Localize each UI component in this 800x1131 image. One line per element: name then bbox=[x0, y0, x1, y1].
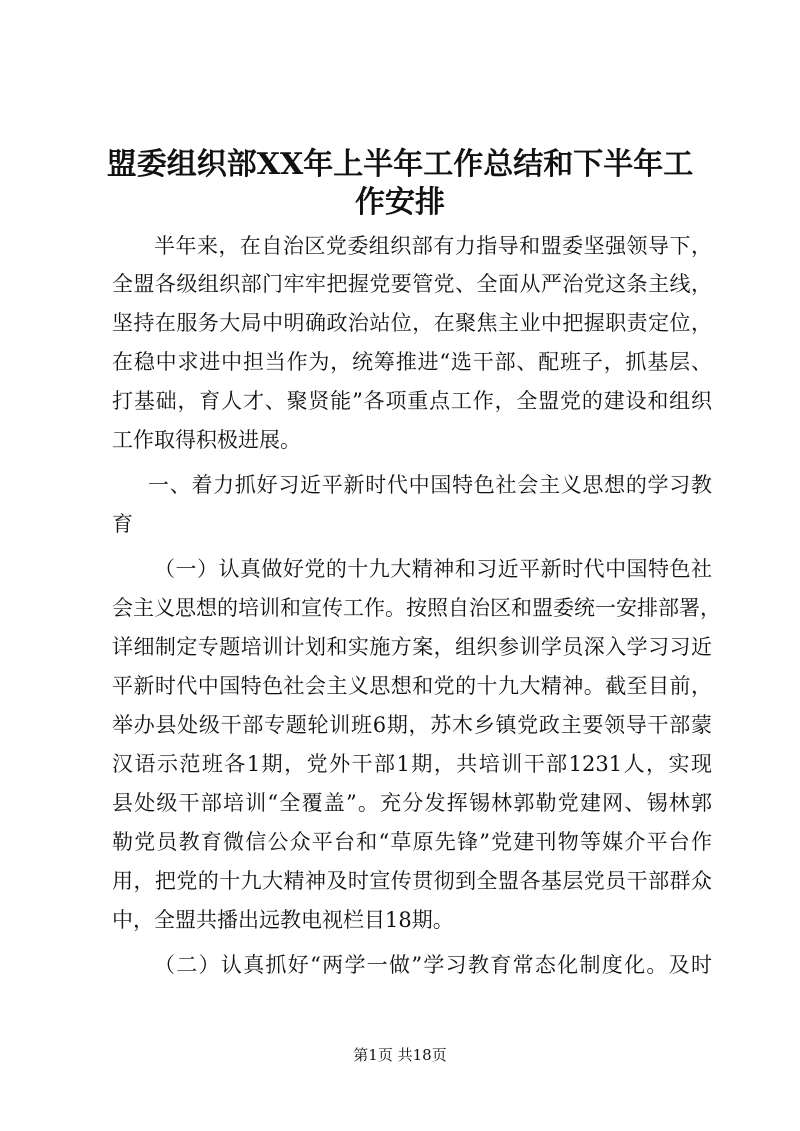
section-heading-line: 一、着力抓好习近平新时代中国特色社会主义思想的学习教 bbox=[148, 473, 712, 497]
paragraph-line: 工作取得积极进展。 bbox=[112, 428, 301, 452]
document-title-line-2: 作安排 bbox=[355, 185, 445, 220]
paragraph-line: 中，全盟共播出远教电视栏目18期。 bbox=[112, 908, 454, 932]
paragraph-line: 全盟各级组织部门牢牢把握党要管党、全面从严治党这条主线， bbox=[112, 272, 712, 296]
paragraph-line: 汉语示范班各1期，党外干部1期，共培训干部1231人，实现 bbox=[112, 752, 712, 776]
document-title-line-1: 盟委组织部XX年上半年工作总结和下半年工 bbox=[106, 147, 694, 182]
paragraph-line: 在稳中求进中担当作为，统筹推进“选干部、配班子，抓基层、 bbox=[112, 350, 712, 374]
paragraph-line: 坚持在服务大局中明确政治站位，在聚焦主业中把握职责定位， bbox=[112, 311, 712, 335]
paragraph-line: （二）认真抓好“两学一做”学习教育常态化制度化。及时 bbox=[154, 953, 712, 977]
paragraph-line: 县处级干部培训“全覆盖”。充分发挥锡林郭勒党建网、锡林郭 bbox=[112, 791, 712, 815]
paragraph-line: 详细制定专题培训计划和实施方案，组织参训学员深入学习习近 bbox=[112, 635, 712, 659]
paragraph-line: （一）认真做好党的十九大精神和习近平新时代中国特色社 bbox=[154, 557, 712, 581]
paragraph-line: 用，把党的十九大精神及时宣传贯彻到全盟各基层党员干部群众 bbox=[112, 869, 712, 893]
paragraph-line: 打基础，育人才、聚贤能”各项重点工作，全盟党的建设和组织 bbox=[112, 389, 712, 413]
section-heading-line: 育 bbox=[112, 512, 133, 536]
paragraph-line: 平新时代中国特色社会主义思想和党的十九大精神。截至目前， bbox=[112, 674, 712, 698]
paragraph-line: 举办县处级干部专题轮训班6期，苏木乡镇党政主要领导干部蒙 bbox=[112, 713, 712, 737]
paragraph-line: 勒党员教育微信公众平台和“草原先锋”党建刊物等媒介平台作 bbox=[112, 830, 712, 854]
paragraph-line: 半年来，在自治区党委组织部有力指导和盟委坚强领导下， bbox=[154, 234, 712, 258]
paragraph-line: 会主义思想的培训和宣传工作。按照自治区和盟委统一安排部署， bbox=[112, 596, 721, 620]
page-footer: 第1页 共18页 bbox=[353, 1046, 447, 1064]
